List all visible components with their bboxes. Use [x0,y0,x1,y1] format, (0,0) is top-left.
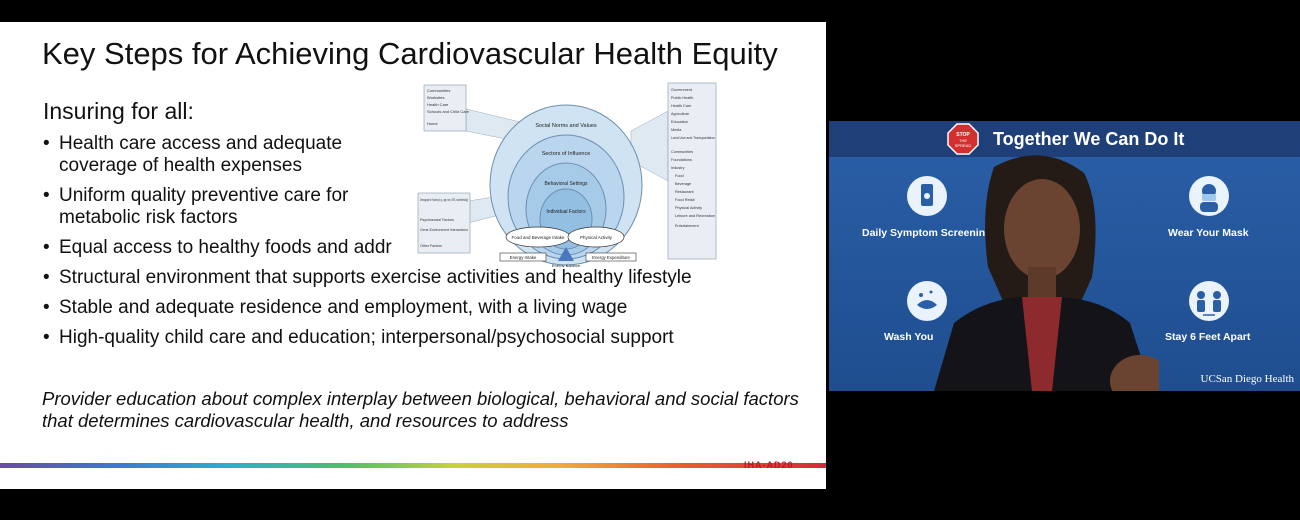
svg-text:Physical Activity: Physical Activity [675,206,703,210]
svg-text:Public Health: Public Health [671,96,694,100]
svg-text:Home: Home [427,121,438,126]
presentation-slide [0,22,826,489]
slide-subheading: Insuring for all: [43,98,194,124]
physical-activity-label: Physical Activity [579,235,613,240]
svg-text:Communities: Communities [671,150,694,154]
energy-balance-label: Energy Balance [551,263,581,267]
speaker-person [924,147,1159,391]
symptom-screening-label: Daily Symptom Screenin [862,227,986,239]
svg-text:Psychosocial Factors: Psychosocial Factors [420,218,454,222]
svg-text:Government: Government [671,88,692,92]
bullet-item: • Stable and adequate residence and employment, with a living wage [43,297,628,318]
energy-intake-label: Energy Intake [509,255,537,260]
svg-text:Industry: Industry [671,166,685,170]
banner-title: Together We Can Do It [993,129,1185,149]
svg-text:Foundations: Foundations [671,158,692,162]
svg-text:Health Care: Health Care [427,102,449,107]
svg-text:Entertainment: Entertainment [675,224,699,228]
bullet-item: • Uniform quality preventive care for metabolic risk factors [43,185,349,228]
wear-mask-label: Wear Your Mask [1168,227,1249,239]
svg-text:Schools and Child Care: Schools and Child Care [427,109,470,114]
speaker-video-feed[interactable] [829,121,1300,391]
svg-text:Beverage: Beverage [675,182,692,186]
svg-text:Agriculture: Agriculture [671,112,690,116]
mask-icon [1189,176,1229,216]
food-intake-label: Food and Beverage Intake [511,235,565,240]
ring-label: Behavioral Settings [544,181,588,187]
slide-title: Key Steps for Achieving Cardiovascular Health Equity [42,36,778,71]
svg-text:Other Factors: Other Factors [420,244,442,248]
slide-footnote: Provider education about complex interplay between biological, behavioral and social factors that determines cardiovascular health, and resources to address [42,388,799,431]
svg-text:Communities: Communities [427,88,451,93]
svg-text:Land Use and Transportation: Land Use and Transportation [671,136,715,140]
uc-san-diego-health-logo: UCSan Diego Health [1200,373,1294,385]
svg-text:Media: Media [671,128,682,132]
svg-text:Leisure and Recreation: Leisure and Recreation [675,214,715,218]
bullet-item: • Structural environment that supports exercise activities and healthy lifestyle [43,267,692,288]
svg-text:Gene-Environment Interactions: Gene-Environment Interactions [420,228,469,232]
wash-hands-label: Wash You [884,331,934,343]
ring-label: Social Norms and Values [535,123,597,129]
bullet-item: • High-quality child care and education; interpersonal/psychosocial support [43,327,674,348]
svg-text:Health Care: Health Care [671,104,692,108]
svg-text:Demographic Factors (e.g., age: Demographic Factors (e.g., age, sex, SES, race/ethnicity) [420,198,468,202]
bullet-item: • Equal access to healthy foods and addr [43,237,392,258]
svg-text:Restaurant: Restaurant [675,190,694,194]
svg-text:Food: Food [675,174,684,178]
ring-label: Individual Factors [546,209,586,215]
bullet-item: • Health care access and adequate coverage of health expenses [43,133,343,176]
energy-expenditure-label: Energy Expenditure [592,255,630,260]
svg-text:STOP: STOP [956,132,970,138]
ring-label: Sectors of Influence [541,151,591,157]
socio-ecological-diagram [416,81,720,267]
svg-text:THE: THE [959,138,967,143]
svg-text:Education: Education [671,120,688,124]
svg-text:Food Retail: Food Retail [675,198,695,202]
distance-icon [1189,281,1229,321]
stay-apart-label: Stay 6 Feet Apart [1165,331,1251,343]
svg-text:SPREAD: SPREAD [954,143,972,148]
svg-text:Worksites: Worksites [427,95,445,100]
color-stripe [0,463,826,468]
slide-logo: IHA-AD20 [744,460,794,470]
